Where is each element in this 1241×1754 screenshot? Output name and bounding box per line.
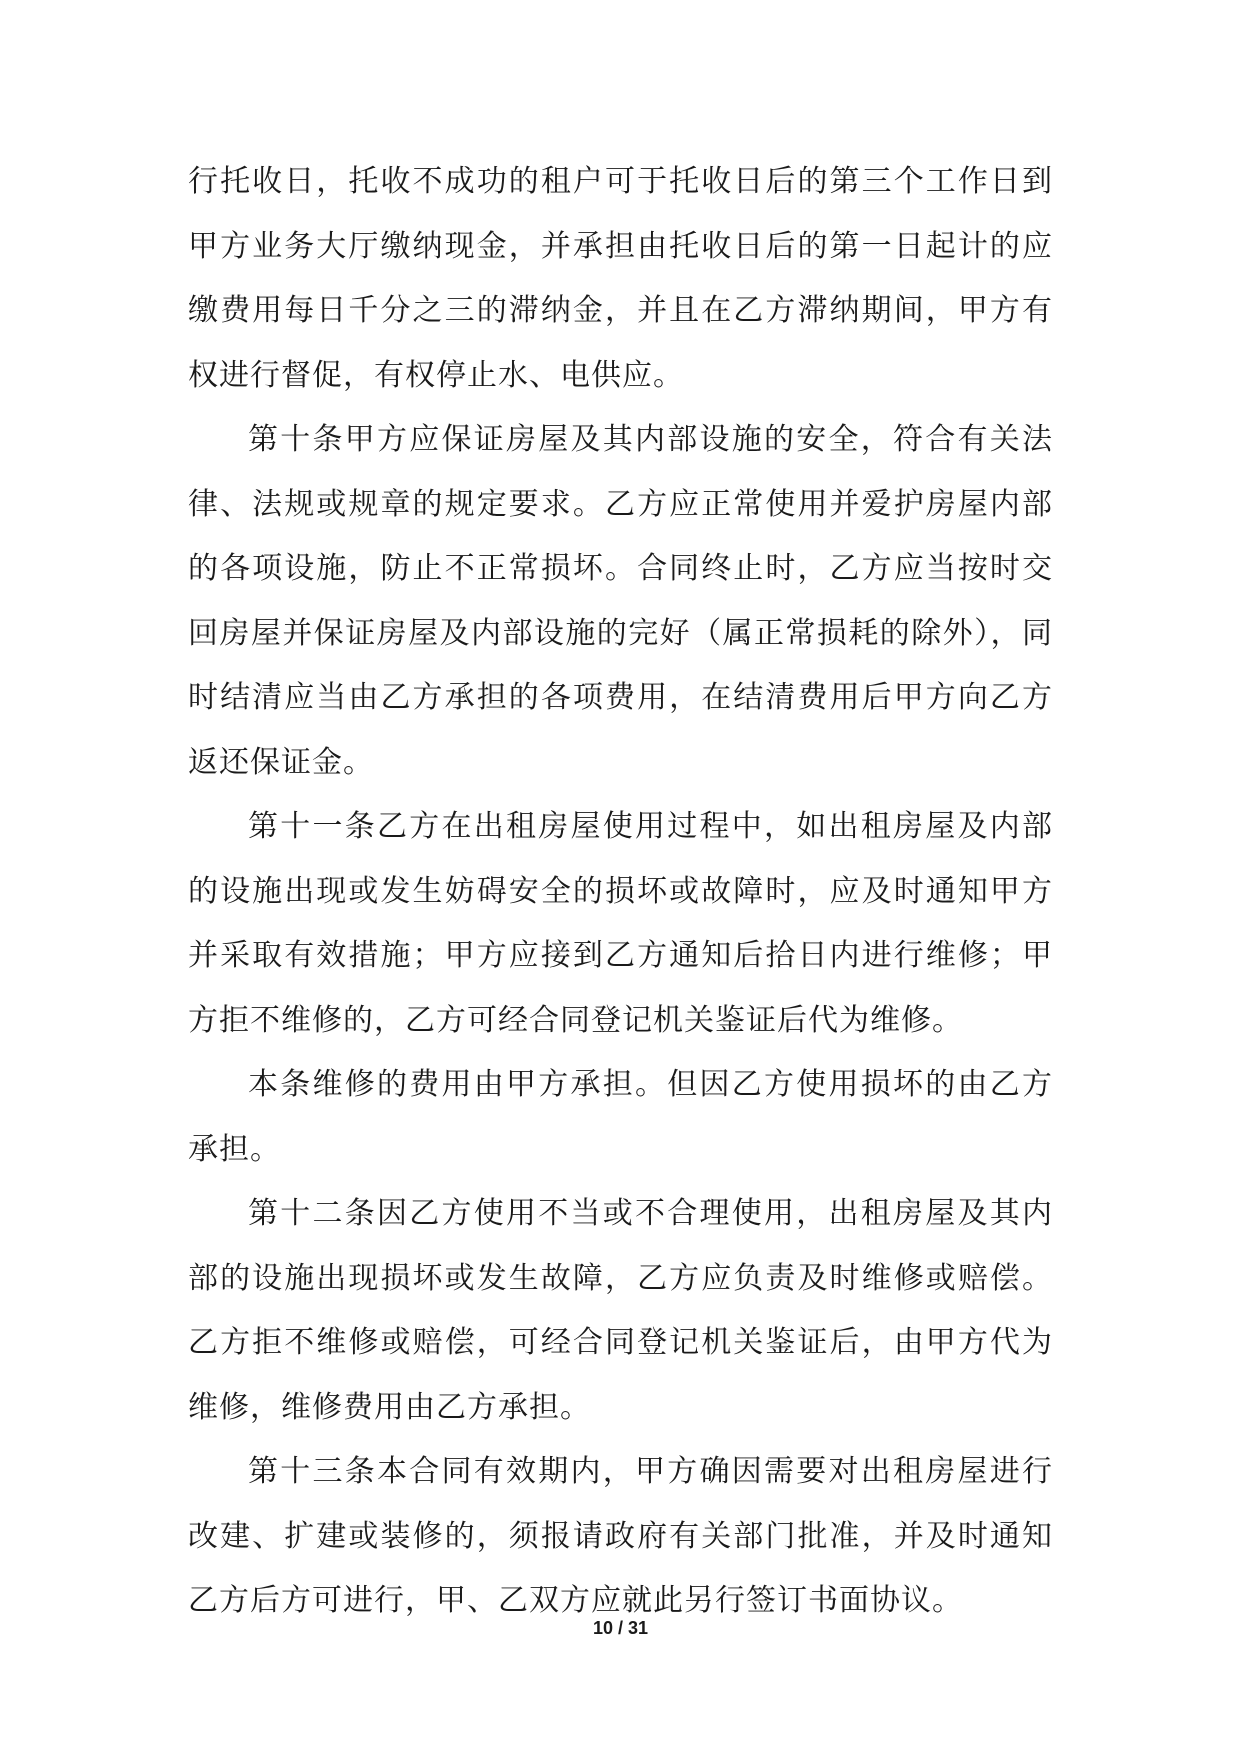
paragraph-article-11: 第十一条乙方在出租房屋使用过程中，如出租房屋及内部的设施出现或发生妨碍安全的损坏或故障时，应及时通知甲方并采取有效措施；甲方应接到乙方通知后拾日内进行维修；甲方拒不维修的，乙方可经合同登记机关鉴证后代为维修。 [188,809,1053,1038]
paragraph-article-13: 第十三条本合同有效期内，甲方确因需要对出租房屋进行改建、扩建或装修的，须报请政府有关部门批准，并及时通知乙方后方可进行，甲、乙双方应就此另行签订书面协议。 [188,1454,1053,1618]
page-number: 10 / 31 [592,1618,649,1638]
paragraph-continuation: 行托收日，托收不成功的租户可于托收日后的第三个工作日到甲方业务大厅缴纳现金，并承担由托收日后的第一日起计的应缴费用每日千分之三的滞纳金，并且在乙方滞纳期间，甲方有权进行督促，有权停止水、电供应。 [188,164,1053,393]
paragraph-article-11-repair-cost: 本条维修的费用由甲方承担。但因乙方使用损坏的由乙方承担。 [188,1067,1053,1167]
paragraph-article-12: 第十二条因乙方使用不当或不合理使用，出租房屋及其内部的设施出现损坏或发生故障，乙方应负责及时维修或赔偿。乙方拒不维修或赔偿，可经合同登记机关鉴证后，由甲方代为维修，维修费用由乙方承担。 [188,1196,1053,1425]
paragraph-article-10: 第十条甲方应保证房屋及其内部设施的安全，符合有关法律、法规或规章的规定要求。乙方应正常使用并爱护房屋内部的各项设施，防止不正常损坏。合同终止时，乙方应当按时交回房屋并保证房屋及内部设施的完好（属正常损耗的除外），同时结清应当由乙方承担的各项费用，在结清费用后甲方向乙方返还保证金。 [188,422,1053,780]
document-body [188,150,1053,1634]
